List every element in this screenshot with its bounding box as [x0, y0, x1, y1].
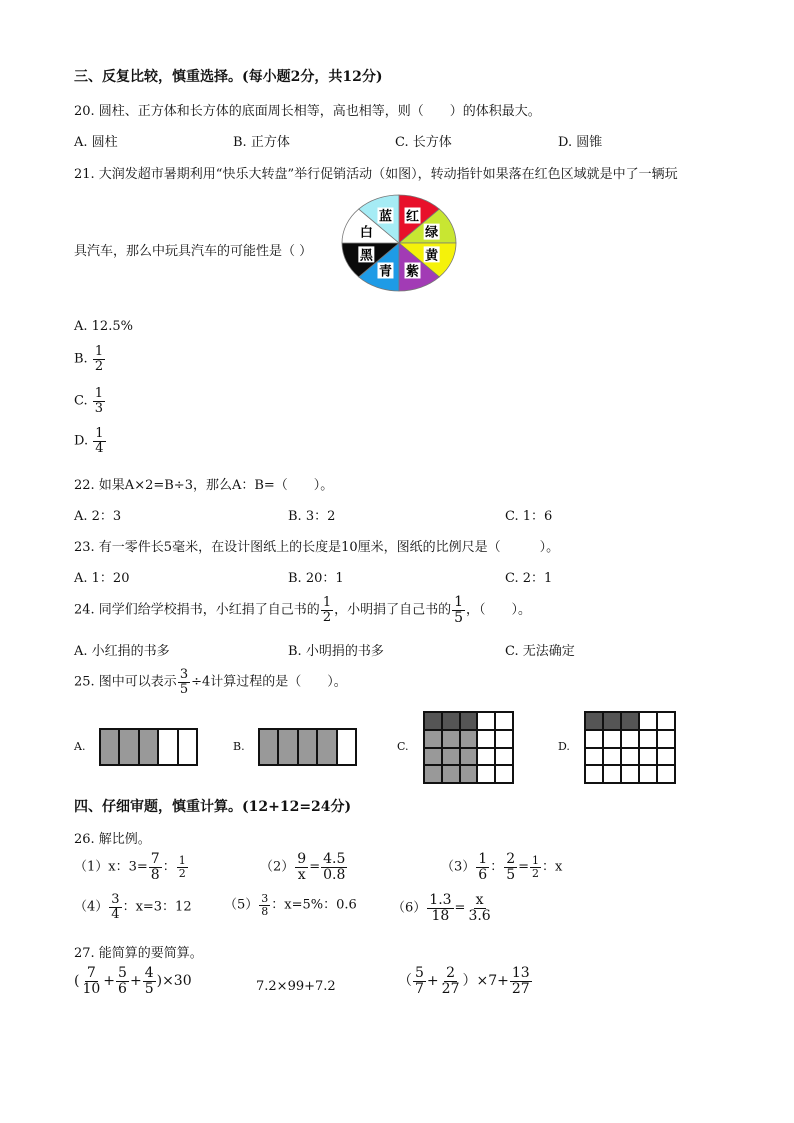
fraction-numerator: 1 — [532, 854, 540, 868]
wheel-sector-label: 青 — [378, 264, 392, 280]
q26-p2-equals: = — [309, 859, 321, 875]
fraction-numerator: 1 — [478, 851, 488, 867]
fraction-numerator: 3 — [111, 892, 120, 907]
q25-figure-b[interactable] — [258, 728, 357, 766]
grid-cell — [657, 730, 675, 748]
fraction-numerator: 3 — [261, 892, 269, 905]
q27-stem: 27. 能简算的要简算。 — [74, 946, 203, 961]
q25-option-a-label[interactable]: A. — [74, 740, 86, 753]
q26-p3-tail: ：x — [542, 859, 563, 875]
q27-e3-fraction-2 — [440, 966, 462, 996]
fraction-numerator: 7 — [86, 965, 96, 981]
q26-p1-fraction-2 — [177, 855, 188, 879]
grid-cell — [442, 748, 460, 766]
q25-fraction — [178, 668, 190, 696]
grid-cell — [424, 748, 442, 766]
fraction-denominator: 6 — [478, 866, 488, 883]
q23-option-c[interactable]: C. 2：1 — [505, 571, 553, 586]
q20-option-d[interactable]: D. 圆锥 — [558, 135, 603, 150]
q26-p5-fraction — [259, 893, 270, 917]
wheel-sector-label: 白 — [359, 225, 373, 241]
grid-cell — [442, 712, 460, 730]
q27-e3-fraction-1 — [413, 966, 426, 996]
q27-e1-tail: )×30 — [156, 973, 192, 990]
q25-stem — [74, 668, 347, 696]
grid-cell — [495, 712, 513, 730]
fraction-numerator: 2 — [446, 965, 456, 981]
fraction-numerator: 1 — [322, 595, 332, 611]
grid-cell — [603, 765, 621, 783]
q23-option-a[interactable]: A. 1：20 — [74, 571, 130, 586]
q26-problem-6 — [392, 893, 494, 923]
fraction-numerator: 4 — [144, 965, 154, 981]
grid-cell — [317, 729, 336, 765]
q26-p1-fraction-1 — [149, 852, 162, 882]
q27-e1-fraction-3 — [143, 966, 156, 996]
q26-p1-colon: ： — [162, 859, 176, 875]
q22-option-c[interactable]: C. 1：6 — [505, 509, 553, 524]
grid-cell — [442, 765, 460, 783]
grid-cell — [178, 729, 197, 765]
grid-cell — [639, 730, 657, 748]
grid-cell — [639, 712, 657, 730]
grid-cell — [621, 712, 639, 730]
section-4-heading: 四、仔细审题，慎重计算。(12+12=24分) — [74, 799, 352, 815]
q24-option-c[interactable]: C. 无法确定 — [505, 644, 575, 659]
q23-stem: 23. 有一零件长5毫米，在设计图纸上的长度是10厘米，图纸的比例尺是（ ）。 — [74, 540, 560, 555]
q26-p1-lead: （1）x：3= — [74, 859, 148, 875]
q21-option-d[interactable] — [74, 427, 107, 455]
q26-p2-fraction-1 — [295, 852, 308, 882]
q21-option-c-prefix: C. — [74, 393, 88, 409]
fraction-numerator: 4.5 — [323, 851, 346, 867]
q21-stem-continued: 具汽车，那么中玩具汽车的可能性是（ ） — [74, 244, 313, 259]
grid-cell — [585, 730, 603, 748]
q24-fraction-2 — [452, 595, 465, 625]
fraction-denominator: 2 — [322, 609, 332, 625]
q27-e1-plus-2: + — [129, 973, 142, 990]
q27-expression-2: 7.2×99+7.2 — [256, 979, 336, 994]
q26-p2-lead: （2） — [260, 859, 295, 875]
fraction-denominator: 2 — [532, 866, 540, 880]
grid-cell — [657, 765, 675, 783]
grid-cell — [495, 748, 513, 766]
grid-cell — [603, 748, 621, 766]
grid-cell — [477, 748, 495, 766]
fraction-denominator: 8 — [150, 866, 160, 883]
q23-option-b[interactable]: B. 20：1 — [288, 571, 344, 586]
grid-cell — [460, 765, 478, 783]
q26-p4-tail: ：x=3：12 — [122, 899, 192, 915]
wheel-sector-label: 蓝 — [378, 209, 392, 225]
fraction-denominator: 4 — [111, 906, 120, 922]
fraction-denominator: 10 — [82, 980, 101, 997]
fraction-denominator: 27 — [511, 980, 530, 997]
fraction-denominator: 2 — [94, 358, 104, 374]
q25-stem-part-a: 25. 图中可以表示 — [74, 674, 177, 690]
grid-cell — [477, 730, 495, 748]
grid-cell — [603, 730, 621, 748]
q21-option-c[interactable] — [74, 387, 106, 415]
grid-cell — [298, 729, 317, 765]
grid-cell — [621, 748, 639, 766]
fraction-denominator: 8 — [261, 904, 269, 918]
q24-option-a[interactable]: A. 小红捐的书多 — [74, 644, 170, 659]
q26-p6-lead: （6） — [392, 900, 427, 916]
fraction-numerator: 1 — [178, 854, 186, 868]
fraction-denominator: 27 — [441, 980, 460, 997]
q26-p3-lead: （3） — [441, 859, 476, 875]
q21-option-d-fraction — [93, 427, 105, 455]
fraction-denominator: 18 — [431, 907, 450, 924]
fraction-numerator: 1 — [94, 386, 104, 401]
prize-wheel — [340, 193, 458, 293]
q26-p3-fraction-3 — [530, 855, 541, 879]
grid-cell — [158, 729, 177, 765]
q20-option-a[interactable]: A. 圆柱 — [74, 135, 118, 150]
q20-option-b[interactable]: B. 正方体 — [233, 135, 290, 150]
q26-problem-3 — [441, 852, 562, 882]
grid-cell — [585, 765, 603, 783]
grid-cell — [278, 729, 297, 765]
wheel-sector-label: 黄 — [425, 248, 439, 264]
q24-option-b[interactable]: B. 小明捐的书多 — [288, 644, 384, 659]
q26-problem-4 — [74, 893, 192, 921]
q26-p3-fraction-1 — [476, 852, 489, 882]
grid-cell — [100, 729, 119, 765]
q20-option-c[interactable]: C. 长方体 — [395, 135, 452, 150]
q26-p4-lead: （4） — [74, 899, 109, 915]
grid-cell — [585, 712, 603, 730]
q27-e3-open: （ — [398, 973, 412, 990]
fraction-numerator: 3 — [179, 667, 189, 682]
q21-option-b[interactable] — [74, 345, 106, 373]
q27-e3-tail: ）×7+ — [462, 973, 509, 990]
grid-cell — [585, 748, 603, 766]
wheel-sector-label: 绿 — [425, 225, 439, 241]
grid-cell — [495, 730, 513, 748]
q26-problem-5 — [224, 893, 357, 917]
q22-option-a[interactable]: A. 2：3 — [74, 509, 122, 524]
q26-p5-lead: （5） — [224, 897, 259, 913]
fraction-denominator: 5 — [144, 980, 154, 997]
q21-option-c-fraction — [93, 387, 105, 415]
fraction-numerator: 1 — [454, 594, 464, 610]
fraction-denominator: 6 — [118, 980, 127, 997]
q25-option-c-label[interactable]: C. — [397, 740, 409, 753]
grid-cell — [639, 765, 657, 783]
q24-stem-part-b: ，小明捐了自己书的 — [334, 602, 452, 618]
grid-cell — [621, 730, 639, 748]
grid-cell — [657, 748, 675, 766]
fraction-denominator: 2 — [178, 866, 186, 880]
q21-option-b-prefix: B. — [74, 351, 88, 367]
q26-p6-fraction-2 — [466, 893, 492, 923]
wheel-sector-label: 红 — [406, 209, 420, 225]
q25-figure-d[interactable] — [584, 711, 676, 784]
q27-e3-plus: + — [426, 973, 439, 990]
q26-p6-fraction-1 — [427, 893, 453, 923]
fraction-denominator: 5 — [506, 866, 516, 883]
grid-cell — [424, 712, 442, 730]
q24-fraction-1 — [321, 596, 333, 624]
q26-p3-equals: = — [518, 859, 530, 875]
grid-cell — [259, 729, 278, 765]
q27-expression-1 — [74, 966, 192, 996]
q26-p6-equals: = — [454, 900, 466, 916]
fraction-denominator: x — [297, 866, 306, 883]
grid-cell — [621, 765, 639, 783]
q26-stem: 26. 解比例。 — [74, 832, 151, 847]
grid-cell — [337, 729, 356, 765]
fraction-denominator: 5 — [454, 609, 464, 626]
grid-cell — [477, 712, 495, 730]
q25-stem-part-b: ÷4计算过程的是（ ）。 — [191, 674, 347, 690]
fraction-denominator: 4 — [95, 440, 104, 456]
q25-figure-c[interactable] — [423, 711, 514, 784]
fraction-numerator: 1.3 — [429, 892, 452, 908]
grid-cell — [477, 765, 495, 783]
grid-cell — [442, 730, 460, 748]
q26-p3-fraction-2 — [504, 852, 517, 882]
grid-cell — [460, 730, 478, 748]
grid-cell — [424, 765, 442, 783]
q27-e3-fraction-3 — [510, 966, 532, 996]
fraction-denominator: 3 — [94, 400, 104, 416]
q21-option-b-fraction — [93, 345, 105, 373]
q26-p3-colon: ： — [490, 859, 504, 875]
q22-stem: 22. 如果A×2=B÷3，那么A：B=（ ）。 — [74, 478, 334, 493]
fraction-numerator: 5 — [118, 965, 127, 981]
grid-cell — [495, 765, 513, 783]
fraction-denominator: 0.8 — [323, 866, 346, 883]
wheel-sector-label: 黑 — [359, 248, 373, 264]
q25-option-b-label[interactable]: B. — [233, 740, 245, 753]
grid-cell — [603, 712, 621, 730]
fraction-numerator: 7 — [150, 851, 160, 867]
q26-p2-fraction-2 — [321, 852, 347, 882]
grid-cell — [119, 729, 138, 765]
q26-p5-tail: ：x=5%：0.6 — [271, 897, 357, 913]
q27-e1-fraction-1 — [80, 966, 102, 996]
q24-stem-part-a: 24. 同学们给学校捐书，小红捐了自己书的 — [74, 602, 320, 618]
grid-cell — [657, 712, 675, 730]
q26-problem-2 — [260, 852, 348, 882]
fraction-numerator: 9 — [297, 851, 307, 867]
q22-option-b[interactable]: B. 3：2 — [288, 509, 336, 524]
q20-stem: 20. 圆柱、正方体和长方体的底面周长相等，高也相等，则（ ）的体积最大。 — [74, 104, 541, 119]
fraction-numerator: 1 — [94, 344, 104, 359]
fraction-denominator: 5 — [179, 681, 189, 697]
wheel-sector-label: 紫 — [406, 264, 420, 280]
grid-cell — [639, 748, 657, 766]
q21-option-d-prefix: D. — [74, 433, 89, 449]
q21-stem: 21. 大润发超市暑期利用“快乐大转盘”举行促销活动（如图），转动指针如果落在红色区域就是中了一辆玩 — [74, 167, 678, 182]
q21-option-a[interactable]: A. 12.5% — [74, 319, 133, 334]
q26-p4-fraction — [109, 893, 121, 921]
q27-e1-fraction-2 — [116, 966, 129, 996]
fraction-numerator: 13 — [511, 965, 530, 981]
section-3-heading: 三、反复比较，慎重选择。(每小题2分，共12分) — [74, 69, 383, 85]
fraction-denominator: 3.6 — [468, 907, 491, 924]
fraction-numerator: 1 — [95, 426, 104, 441]
q24-stem-part-c: ，（ ）。 — [466, 602, 532, 618]
q25-option-d-label[interactable]: D. — [558, 740, 570, 753]
fraction-denominator: 7 — [415, 980, 424, 997]
q26-problem-1 — [74, 852, 189, 882]
fraction-numerator: 5 — [415, 965, 424, 981]
fraction-numerator: 2 — [506, 851, 516, 867]
q27-e1-open: ( — [74, 973, 80, 990]
grid-cell — [139, 729, 158, 765]
q27-expression-3 — [398, 966, 533, 996]
grid-cell — [460, 712, 478, 730]
q24-stem — [74, 595, 531, 625]
grid-cell — [460, 748, 478, 766]
grid-cell — [424, 730, 442, 748]
q25-figure-a[interactable] — [99, 728, 198, 766]
q27-e1-plus-1: + — [103, 973, 116, 990]
fraction-numerator: x — [475, 892, 484, 908]
